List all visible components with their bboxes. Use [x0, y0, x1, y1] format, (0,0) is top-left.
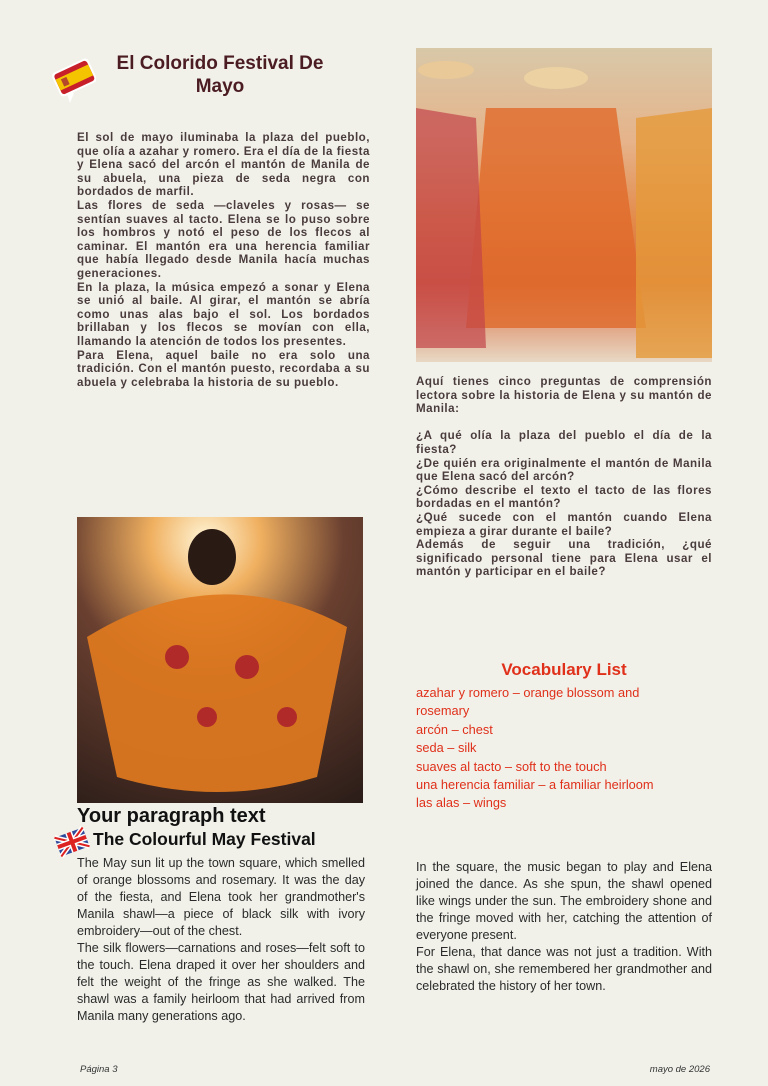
- shawl-dancer-image: [77, 517, 363, 803]
- spanish-title: El Colorido Festival De Mayo: [116, 53, 324, 97]
- paragraph: The May sun lit up the town square, which smelled of orange blossoms and rosemary. It was the day of the fiesta, and Elena took her grandmother's Manila shawl—a piece of black silk with ivory embroidery—out of the chest.: [77, 856, 365, 938]
- paragraph: In the square, the music began to play and Elena joined the dance. As she spun, the shawl opened like wings under the sun. The embroidery shone and the fringe moved with her, catching the attention of everyone present.: [416, 860, 712, 942]
- vocab-item: azahar y romero – orange blossom and rosemary: [416, 685, 640, 719]
- question-item: ¿Cómo describe el texto el tacto de las flores bordadas en el mantón?: [416, 483, 712, 511]
- paragraph: Para Elena, aquel baile no era solo una tradición. Con el mantón puesto, recordaba a su abuela y celebraba la historia de su pueblo.: [77, 348, 370, 389]
- page-number: Página 3: [80, 1064, 118, 1075]
- vocab-item: arcón – chest: [416, 721, 493, 737]
- question-item: ¿A qué olía la plaza del pueblo el día de la fiesta?: [416, 429, 712, 456]
- vocab-item: una herencia familiar – a familiar heirloom: [416, 777, 654, 793]
- english-title: The Colourful May Festival: [93, 829, 316, 849]
- paragraph: Las flores de seda —claveles y rosas— se sentían suaves al tacto. Elena se lo puso sobre los hombros y notó el peso de los flecos al caminar. El mantón era una herencia familiar que había llegado desde Manila hacía muchas generaciones.: [77, 198, 370, 280]
- vocab-item: seda – silk: [416, 740, 477, 756]
- vocabulary-title: Vocabulary List: [501, 660, 627, 679]
- uk-flag-icon: [54, 826, 90, 858]
- english-text-left: [77, 855, 365, 1025]
- placeholder-heading: Your paragraph text: [77, 805, 266, 827]
- vocab-item: las alas – wings: [416, 795, 507, 811]
- spanish-story: [77, 131, 370, 389]
- questions: [416, 375, 712, 579]
- paragraph: En la plaza, la música empezó a sonar y Elena se unió al baile. Al girar, el mantón se abría como unas alas bajo el sol. Los bordados brillaban y los flecos se movían con ella, llamando la atención de todos los presentes.: [77, 280, 370, 348]
- question-item: ¿Qué sucede con el mantón cuando Elena empieza a girar durante el baile?: [416, 510, 712, 538]
- paragraph: The silk flowers—carnations and roses—felt soft to the touch. Elena draped it over her shoulders and felt the weight of the fringe as she walked. The shawl was a family heirloom that had arrived from Manila many generations ago.: [77, 941, 365, 1023]
- question-item: ¿De quién era originalmente el mantón de Manila que Elena sacó del arcón?: [416, 456, 712, 484]
- questions-intro: Aquí tienes cinco preguntas de comprensión lectora sobre la historia de Elena y su mantón de Manila:: [416, 375, 712, 416]
- question-item: Además de seguir una tradición, ¿qué significado personal tiene para Elena usar el mantón y participar en el baile?: [416, 538, 712, 579]
- vocab-item: suaves al tacto – soft to the touch: [416, 758, 607, 774]
- vocabulary-list: [416, 684, 716, 813]
- paragraph: El sol de mayo iluminaba la plaza del pueblo, que olía a azahar y romero. Era el día de la fiesta y Elena sacó del arcón el mantón de Manila de su abuela, una pieza de seda negra con bordados de marfil.: [77, 131, 370, 199]
- footer-date: mayo de 2026: [649, 1064, 710, 1075]
- festival-crowd-image: [416, 48, 712, 362]
- paragraph: For Elena, that dance was not just a tradition. With the shawl on, she remembered her grandmother and celebrated the history of her town.: [416, 945, 712, 993]
- english-text-right: [416, 859, 712, 995]
